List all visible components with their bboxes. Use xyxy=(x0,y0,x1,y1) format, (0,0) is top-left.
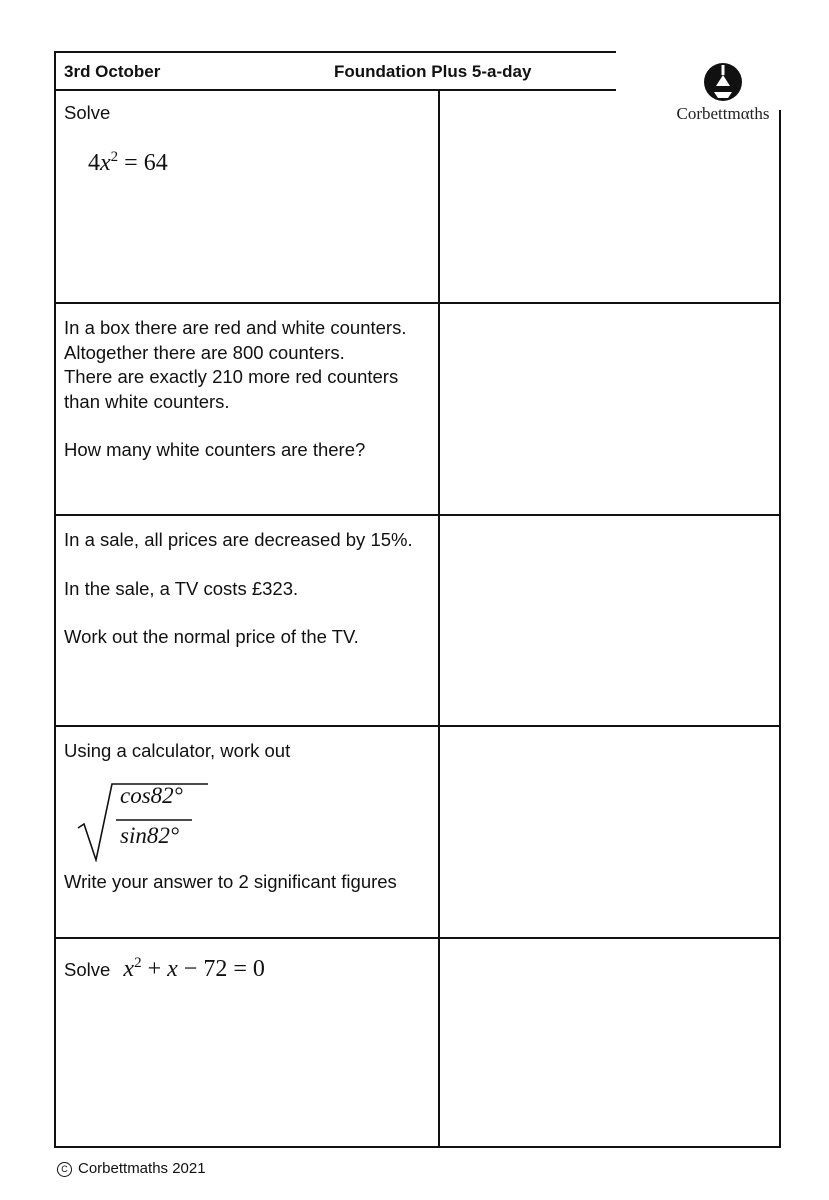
fraction-numerator: cos82° xyxy=(120,782,183,808)
corbettmaths-icon xyxy=(703,62,743,102)
question-5 xyxy=(64,951,429,983)
footer xyxy=(57,1160,206,1177)
question-2 xyxy=(64,316,429,463)
question-4 xyxy=(64,739,429,894)
question-row-4 xyxy=(56,727,779,939)
corbettmaths-logo xyxy=(668,62,778,124)
question-3-line-3: Work out the normal price of the TV. xyxy=(64,626,359,647)
question-4-instruction: Write your answer to 2 significant figures xyxy=(64,870,397,892)
question-2-line-1: In a box there are red and white counters. Altogether there are 800 counters. xyxy=(64,317,407,363)
worksheet-date: 3rd October xyxy=(64,62,161,81)
question-4-intro: Using a calculator, work out xyxy=(64,740,291,761)
question-3-line-1: In a sale, all prices are decreased by 15%. xyxy=(64,529,413,550)
square-root-fraction xyxy=(76,780,429,862)
worksheet xyxy=(54,51,781,1148)
question-2-line-3: How many white counters are there? xyxy=(64,439,366,460)
question-1 xyxy=(64,101,429,126)
question-row-5 xyxy=(56,939,779,1146)
worksheet-title: Foundation Plus 5-a-day xyxy=(334,62,532,81)
fraction-denominator: sin82° xyxy=(120,822,180,848)
question-5-equation: $x^2 + x - 72 = 0$ xyxy=(123,955,265,982)
question-1-intro: Solve xyxy=(64,102,111,123)
copyright-icon: C xyxy=(57,1162,72,1177)
question-5-intro: Solve xyxy=(64,959,111,980)
question-1-equation: $4x^2 = 64$ xyxy=(88,149,168,176)
question-2-line-2: There are exactly 210 more red counters than white counters. xyxy=(64,366,399,412)
question-3 xyxy=(64,528,429,650)
logo-text: Corbettmαths xyxy=(676,104,770,123)
question-3-line-2: In the sale, a TV costs £323. xyxy=(64,577,299,599)
footer-text: Corbettmaths 2021 xyxy=(78,1160,206,1177)
question-row-2 xyxy=(56,304,779,516)
question-row-3 xyxy=(56,516,779,727)
